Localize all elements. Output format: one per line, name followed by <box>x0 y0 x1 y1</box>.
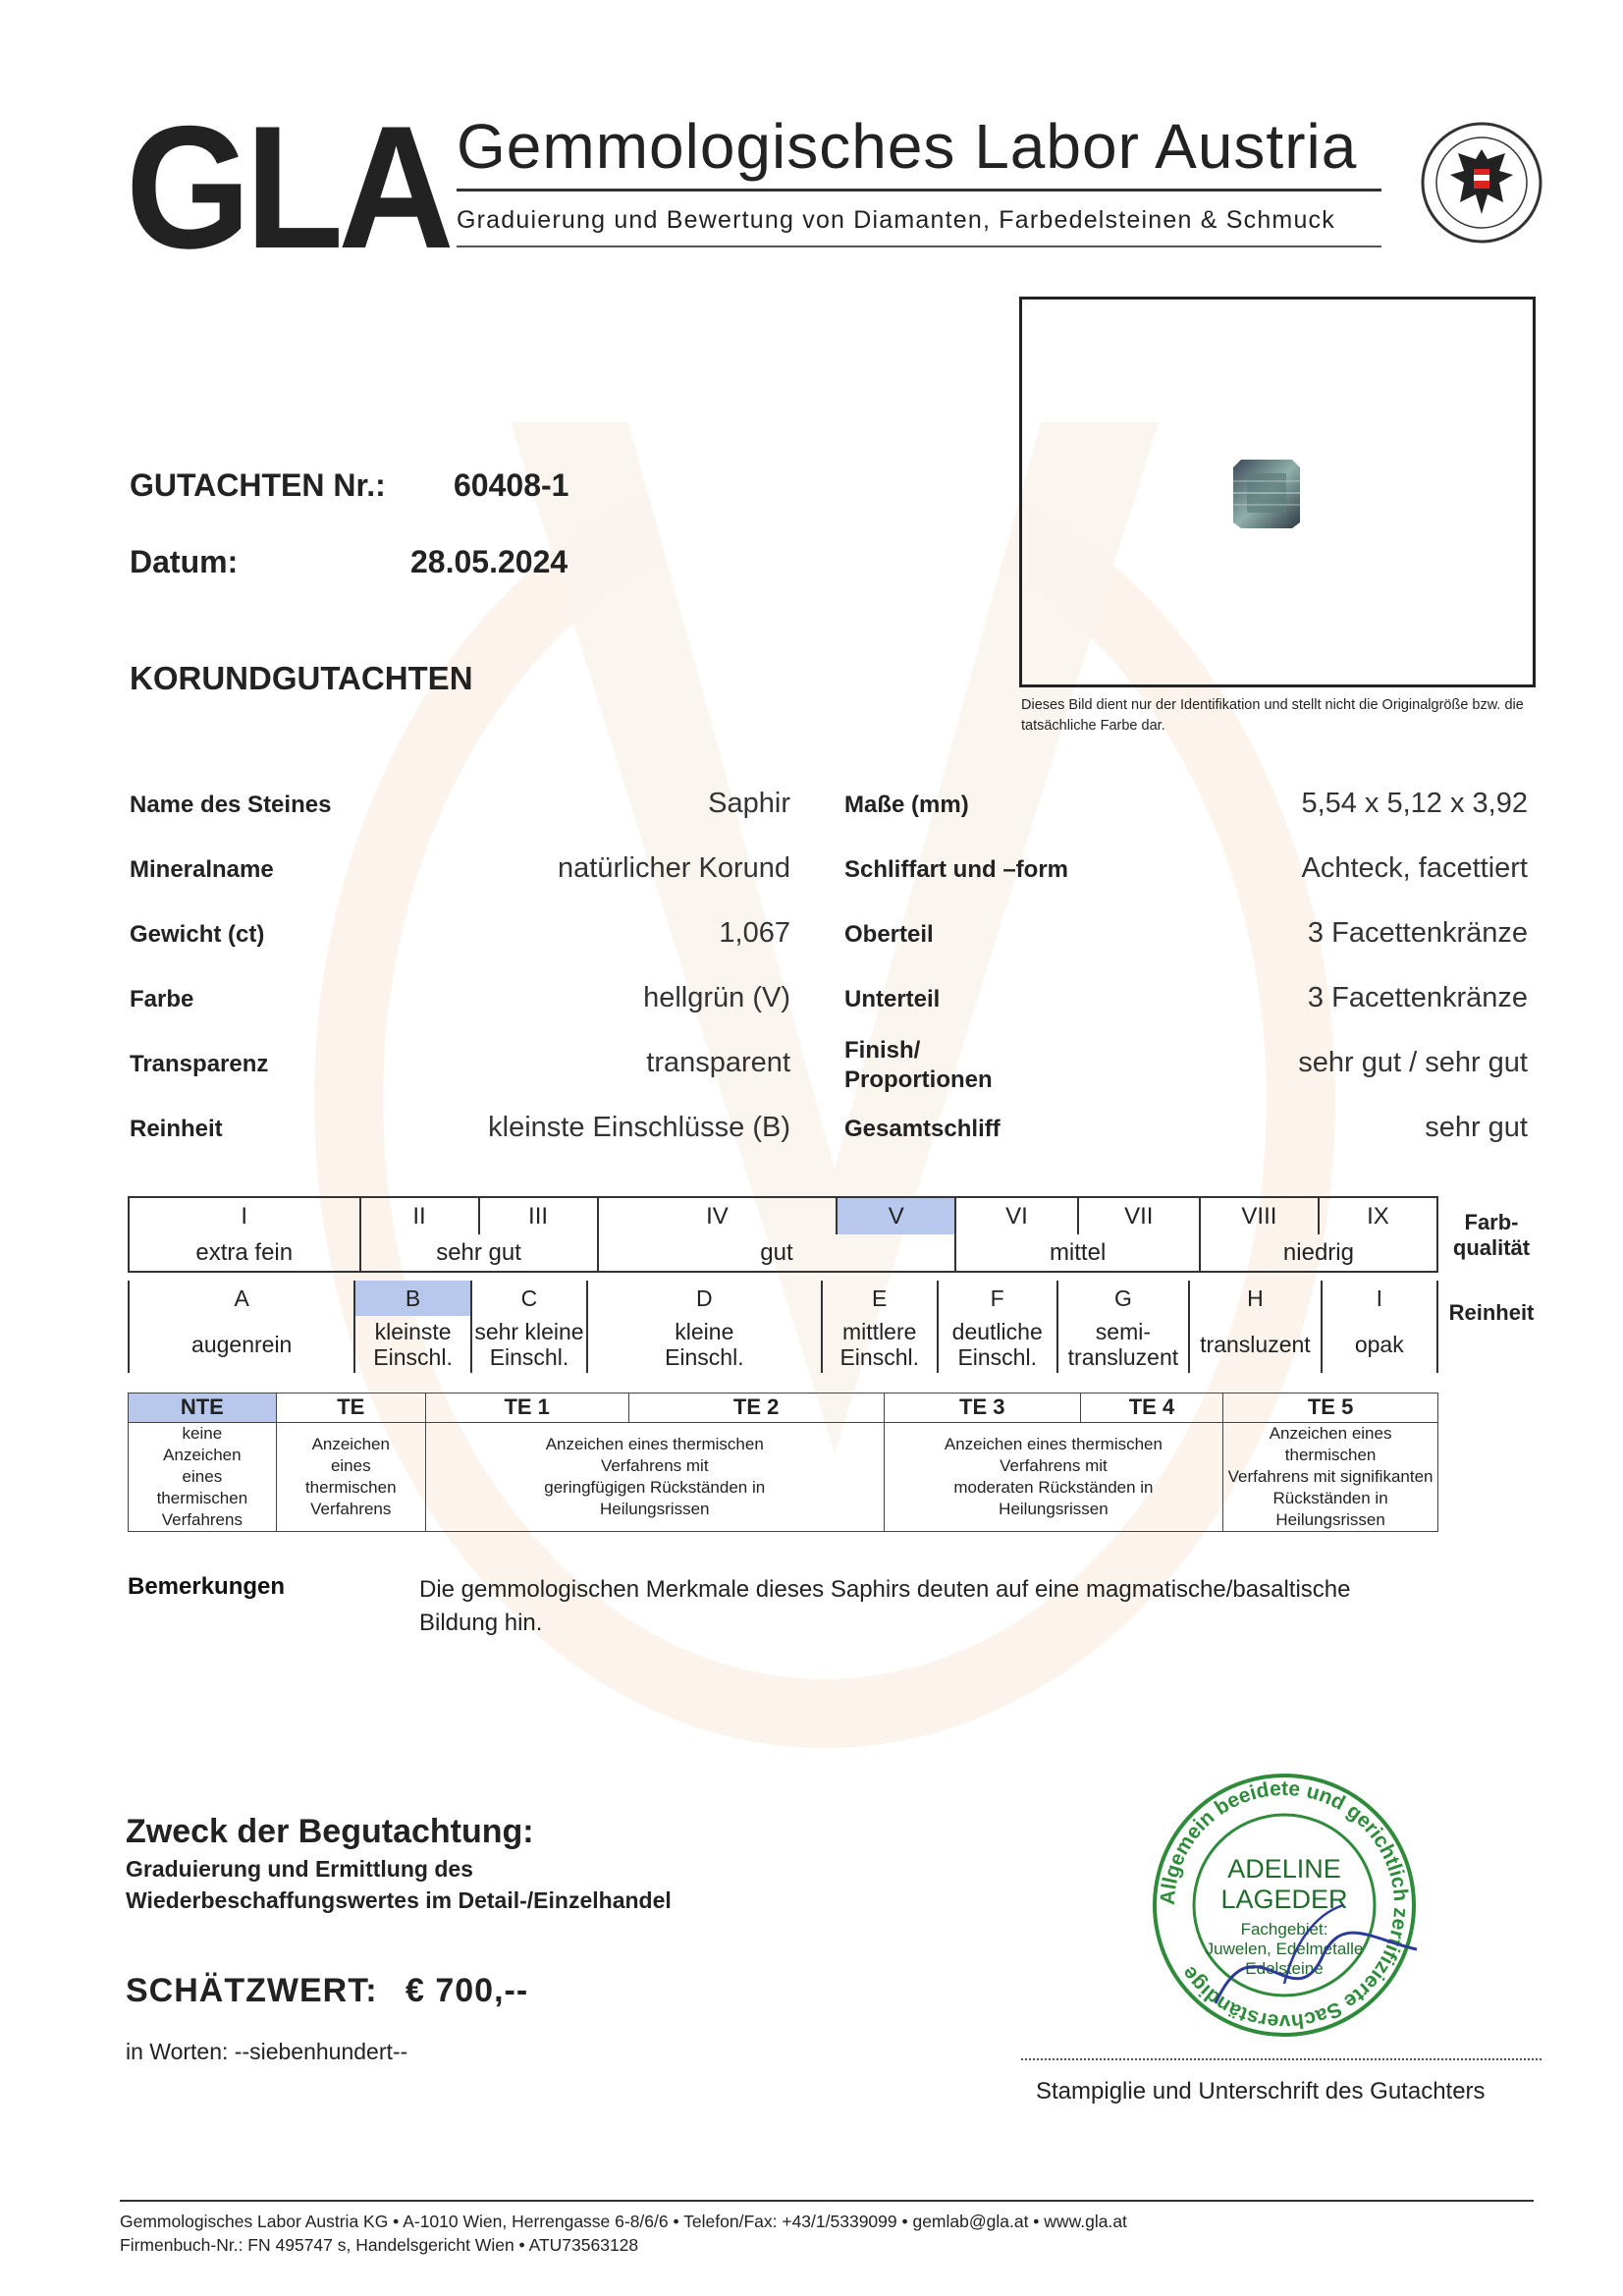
clarity-desc-line: opak <box>1354 1331 1404 1357</box>
clarity-grade-cell: D <box>587 1281 821 1316</box>
treatment-desc-line: Rückständen in Heilungsrissen <box>1272 1488 1388 1529</box>
color-grade-cell: VIII <box>1200 1197 1319 1234</box>
color-group-label: niedrig <box>1200 1234 1437 1272</box>
clarity-desc-line: kleine <box>675 1318 734 1344</box>
clarity-desc-line: Einschl. <box>489 1344 569 1370</box>
photo-disclaimer: Dieses Bild dient nur der Identifikation und stellt nicht die Originalgröße bzw. die tatsächliche Farbe dar. <box>1021 697 1524 735</box>
color-grade-cell: III <box>479 1197 598 1234</box>
prop-label: Oberteil <box>844 921 934 948</box>
clarity-desc <box>1189 1316 1321 1373</box>
stamp-line1: Fachgebiet: <box>1240 1920 1328 1939</box>
valuation <box>126 1972 528 2010</box>
clarity-grade-cell: G <box>1057 1281 1190 1316</box>
treatment-desc-line: Anzeichen <box>163 1445 242 1464</box>
treatment-desc-line: Heilungsrissen <box>599 1499 710 1518</box>
clarity-desc <box>938 1316 1057 1373</box>
header-rule-2 <box>457 246 1381 247</box>
treatment-desc-line: Anzeichen eines thermischen <box>944 1434 1163 1453</box>
treatment-desc-line: Heilungsrissen <box>999 1499 1109 1518</box>
prop-value: sehr gut / sehr gut <box>1298 1047 1528 1078</box>
color-group-label: gut <box>598 1234 956 1272</box>
stamp-name2: LAGEDER <box>1220 1885 1348 1914</box>
treatment-desc <box>425 1422 884 1531</box>
clarity-grade-cell: H <box>1189 1281 1321 1316</box>
clarity-desc <box>129 1316 354 1373</box>
prop-label: Farbe <box>130 986 194 1012</box>
clarity-desc-line: sehr kleine <box>474 1318 584 1344</box>
prop-label-2: Proportionen <box>844 1066 993 1093</box>
clarity-desc-line: transluzent <box>1200 1331 1311 1357</box>
prop-value: kleinste Einschlüsse (B) <box>488 1112 790 1143</box>
treatment-desc-line: Verfahrens mit <box>600 1455 709 1475</box>
prop-value: natürlicher Korund <box>558 852 790 884</box>
color-grade-cell: IX <box>1319 1197 1437 1234</box>
treatment-code: TE 1 <box>425 1394 628 1423</box>
valuation-words: in Worten: --siebenhundert-- <box>126 2039 408 2064</box>
color-grade-cell: VII <box>1078 1197 1200 1234</box>
footer-line: Firmenbuch-Nr.: FN 495747 s, Handelsgericht Wien • ATU73563128 <box>120 2235 639 2255</box>
prop-label: Unterteil <box>844 986 941 1012</box>
treatment-desc <box>129 1422 277 1531</box>
treatment-desc <box>1223 1422 1438 1531</box>
footer-rule <box>120 2200 1534 2202</box>
clarity-desc-line: Einschl. <box>957 1344 1037 1370</box>
prop-label: Mineralname <box>130 856 274 883</box>
lab-subtitle: Graduierung und Bewertung von Diamanten, Farbedelsteinen & Schmuck <box>457 206 1335 234</box>
stamp-line3: Edelsteine <box>1245 1959 1324 1978</box>
color-grade-cell: II <box>360 1197 479 1234</box>
prop-label: Gewicht (ct) <box>130 921 265 948</box>
date-label: Datum: <box>130 544 239 579</box>
prop-label: Reinheit <box>130 1116 223 1142</box>
treatment-desc <box>884 1422 1222 1531</box>
prop-label: Finish/ <box>844 1037 921 1064</box>
clarity-desc-line: Einschl. <box>839 1344 919 1370</box>
treatment-code: TE <box>276 1394 425 1423</box>
color-quality-label-line1: Farb- <box>1464 1210 1519 1234</box>
clarity-desc-line: mittlere <box>842 1318 917 1344</box>
treatment-code: TE 3 <box>884 1394 1080 1423</box>
color-group-label: mittel <box>955 1234 1200 1272</box>
clarity-grade-table <box>128 1281 1438 1373</box>
prop-label: Name des Steines <box>130 792 332 818</box>
clarity-desc <box>471 1316 587 1373</box>
clarity-grade-cell: E <box>822 1281 938 1316</box>
signature-label: Stampiglie und Unterschrift des Gutachters <box>1036 2078 1486 2105</box>
stamp-line2: Juwelen, Edelmetalle <box>1205 1940 1364 1958</box>
clarity-desc-line: augenrein <box>191 1331 293 1357</box>
prop-label: Gesamtschliff <box>844 1116 1001 1142</box>
clarity-desc <box>1057 1316 1190 1373</box>
color-grade-cell: IV <box>598 1197 838 1234</box>
treatment-code-selected: NTE <box>129 1394 277 1423</box>
color-quality-label <box>1441 1210 1542 1261</box>
treatment-desc-line: Anzeichen eines thermischen <box>1269 1423 1392 1464</box>
prop-label: Maße (mm) <box>844 792 969 818</box>
clarity-grade-cell-selected: B <box>354 1281 470 1316</box>
treatment-code: TE 2 <box>628 1394 884 1423</box>
treatment-table <box>128 1393 1438 1532</box>
treatment-code: TE 5 <box>1223 1394 1438 1423</box>
austrian-eagle-seal-icon <box>1419 120 1544 246</box>
clarity-grade-cell: A <box>129 1281 354 1316</box>
color-grade-cell: I <box>129 1197 360 1234</box>
lab-title: Gemmologisches Labor Austria <box>457 111 1358 182</box>
clarity-desc <box>822 1316 938 1373</box>
color-grade-cell-selected: V <box>837 1197 955 1234</box>
stamp-name1: ADELINE <box>1227 1854 1341 1884</box>
prop-value: Saphir <box>708 788 790 819</box>
expert-stamp <box>1147 1768 1422 2052</box>
date-value: 28.05.2024 <box>410 544 568 579</box>
purpose-line: Wiederbeschaffungswertes im Detail-/Einzelhandel <box>126 1887 672 1913</box>
color-quality-label-line2: qualität <box>1452 1235 1531 1260</box>
remarks-label: Bemerkungen <box>128 1573 286 1600</box>
valuation-amount: € 700,-- <box>405 1972 529 2009</box>
purpose-line: Graduierung und Ermittlung des <box>126 1856 473 1882</box>
treatment-desc-line: moderaten Rückständen in <box>953 1477 1154 1497</box>
treatment-desc-line: keine <box>182 1423 223 1443</box>
color-group-label: extra fein <box>129 1234 360 1272</box>
clarity-desc-line: Einschl. <box>373 1344 453 1370</box>
octagon-gem-icon <box>1227 454 1306 532</box>
treatment-desc-line: eines <box>330 1455 371 1475</box>
treatment-desc-line: thermischen <box>304 1477 397 1497</box>
clarity-desc-line: deutliche <box>951 1318 1043 1344</box>
treatment-desc-line: thermischen <box>156 1488 248 1507</box>
stamp-ring-text: Allgemein beeidete und gerichtlich zertifizierte Sachverständige <box>1156 1777 1413 2034</box>
clarity-grade-cell: C <box>471 1281 587 1316</box>
valuation-label: SCHÄTZWERT: <box>126 1972 378 2009</box>
treatment-code: TE 4 <box>1080 1394 1222 1423</box>
prop-value: 5,54 x 5,12 x 3,92 <box>1301 788 1528 819</box>
treatment-desc-line: Verfahrens mit signifikanten <box>1227 1466 1434 1486</box>
prop-value: 1,067 <box>719 917 790 949</box>
treatment-desc-line: Verfahrens <box>310 1499 392 1518</box>
prop-value: sehr gut <box>1425 1112 1528 1143</box>
treatment-desc-line: Anzeichen eines thermischen <box>545 1434 764 1453</box>
treatment-desc-line: geringfügigen Rückständen in <box>544 1477 766 1497</box>
color-grade-table <box>128 1196 1438 1273</box>
clarity-desc-line: semi- <box>1095 1318 1152 1344</box>
clarity-desc-line: Einschl. <box>665 1344 744 1370</box>
prop-value: hellgrün (V) <box>643 982 790 1013</box>
header-rule <box>457 189 1381 191</box>
clarity-grade-cell: F <box>938 1281 1057 1316</box>
prop-value: 3 Facettenkränze <box>1307 982 1528 1013</box>
color-grade-cell: VI <box>955 1197 1077 1234</box>
gla-logo: GLA <box>126 89 450 285</box>
signature-line <box>1021 2058 1542 2060</box>
prop-value: Achteck, facettiert <box>1301 852 1528 884</box>
prop-value: transparent <box>646 1047 790 1078</box>
treatment-desc-line: Verfahrens mit <box>1000 1455 1108 1475</box>
clarity-desc-line: transluzent <box>1067 1344 1179 1370</box>
purpose-title: Zweck der Begutachtung: <box>126 1813 534 1850</box>
report-type: KORUNDGUTACHTEN <box>130 660 473 696</box>
prop-label: Transparenz <box>130 1051 269 1077</box>
prop-value: 3 Facettenkränze <box>1307 917 1528 949</box>
certificate-number-label: GUTACHTEN Nr.: <box>130 467 386 503</box>
clarity-label: Reinheit <box>1448 1300 1535 1325</box>
footer-line: Gemmologisches Labor Austria KG • A-1010 Wien, Herrengasse 6-8/6/6 • Telefon/Fax: +43/1/5339099 • gemlab@gla.at • www.gla.at <box>120 2212 1127 2231</box>
prop-label: Schliffart und –form <box>844 856 1069 883</box>
treatment-desc-line: Verfahrens <box>161 1509 243 1529</box>
remarks-text: Die gemmologischen Merkmale dieses Saphirs deuten auf eine magmatische/basaltische Bildung hin. <box>419 1576 1351 1636</box>
clarity-desc <box>587 1316 821 1373</box>
clarity-grade-cell: I <box>1322 1281 1437 1316</box>
certificate-number: 60408-1 <box>454 467 569 503</box>
clarity-desc <box>354 1316 470 1373</box>
clarity-desc-line: kleinste <box>374 1318 452 1344</box>
clarity-desc <box>1322 1316 1437 1373</box>
color-group-label: sehr gut <box>360 1234 598 1272</box>
treatment-desc-line: Anzeichen <box>311 1434 390 1453</box>
treatment-desc <box>276 1422 425 1531</box>
treatment-desc-line: eines <box>182 1466 223 1486</box>
